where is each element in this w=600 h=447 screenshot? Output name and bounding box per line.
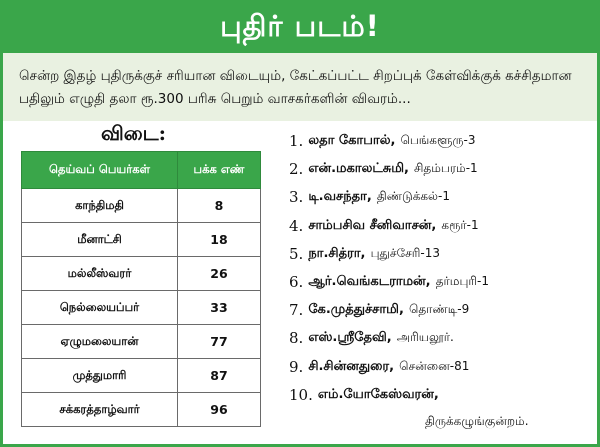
column-header-page: பக்க எண் [178,152,261,189]
winner-city: தொண்டி-9 [409,302,470,317]
list-item [289,240,589,268]
column-header-name: தெய்வப் பெயர்கள் [22,152,178,189]
page-number: 33 [178,291,261,325]
intro-band [3,53,597,121]
deity-name: காந்திமதி [22,189,178,223]
winner-number: 10. [289,385,313,404]
table-header-row [22,152,261,189]
winner-city: பெங்களூரு-3 [400,133,476,148]
list-item [289,324,589,352]
deity-name: மீனாட்சி [22,223,178,257]
winners-list [289,127,589,409]
winner-name: சி.சின்னதுரை, [308,358,395,374]
winner-name: ஆர்.வெங்கடராமன், [308,274,431,290]
winner-name: சாம்பசிவ சீனிவாசன், [308,217,437,233]
winner-number: 9. [289,357,304,376]
winner-number: 7. [289,301,304,320]
winner-city: சிதம்பரம்-1 [414,161,478,176]
winner-number: 2. [289,160,304,179]
list-item [289,381,589,409]
deity-name: ஏழுமலையான் [22,325,178,359]
list-item [289,268,589,296]
page-title: புதிர் படம்! [220,9,380,43]
table-row [22,325,261,359]
winner-number: 1. [289,132,304,151]
answer-heading: விடை: [101,121,166,145]
winner-name: எம்.யோகேஸ்வரன், [317,386,439,402]
page-number: 18 [178,223,261,257]
winner-name: எஸ்.ஸ்ரீதேவி, [308,330,392,346]
winner-number: 3. [289,188,304,207]
intro-text: சென்ற இதழ் புதிருக்குச் சரியான விடையும், கேட்கப்பட்ட சிறப்புக் கேள்விக்குக் கச்சிதமான பதிலும் எழுதி தலா ரூ.300 பரிசு பெறும் வாசகர்களின் விவரம்... [19,68,572,107]
winner-name: கே.முத்துச்சாமி, [308,302,404,318]
table-row [22,257,261,291]
page-number: 77 [178,325,261,359]
winner-city: திருக்கழுங்குன்றம். [425,414,529,428]
deity-name: நெல்லையப்பர் [22,291,178,325]
list-item [289,155,589,183]
winner-number: 4. [289,216,304,235]
winner-city: திண்டுக்கல்-1 [376,189,450,204]
answer-table [21,151,261,427]
winner-city: தர்மபுரி-1 [435,274,489,289]
winner-name: லதா கோபால், [308,133,396,149]
list-item [289,296,589,324]
table-row [22,393,261,427]
deity-name: முத்துமாரி [22,359,178,393]
list-item [289,183,589,211]
winner-city: சென்னை-81 [399,358,470,373]
page-number: 96 [178,393,261,427]
table-row [22,223,261,257]
page-number: 87 [178,359,261,393]
winner-name: டி.வசந்தா, [308,189,372,205]
deity-name: மல்லீஸ்வரர் [22,257,178,291]
winner-name: என்.மகாலட்சுமி, [308,161,409,177]
winner-number: 8. [289,329,304,348]
list-item [289,127,589,155]
page-number: 26 [178,257,261,291]
list-item [289,353,589,381]
winner-city: கரூர்-1 [441,217,479,232]
winner-city: புதுச்சேரி-13 [370,245,440,260]
page-number: 8 [178,189,261,223]
deity-name: சக்கரத்தாழ்வார் [22,393,178,427]
winner-number: 5. [289,244,304,263]
winner-name: நா.சித்ரா, [308,245,366,261]
table-row [22,359,261,393]
winner-number: 6. [289,273,304,292]
winner-city: அரியலூர். [396,330,454,345]
title-bar [3,3,597,53]
table-row [22,291,261,325]
list-item [289,212,589,240]
table-row [22,189,261,223]
